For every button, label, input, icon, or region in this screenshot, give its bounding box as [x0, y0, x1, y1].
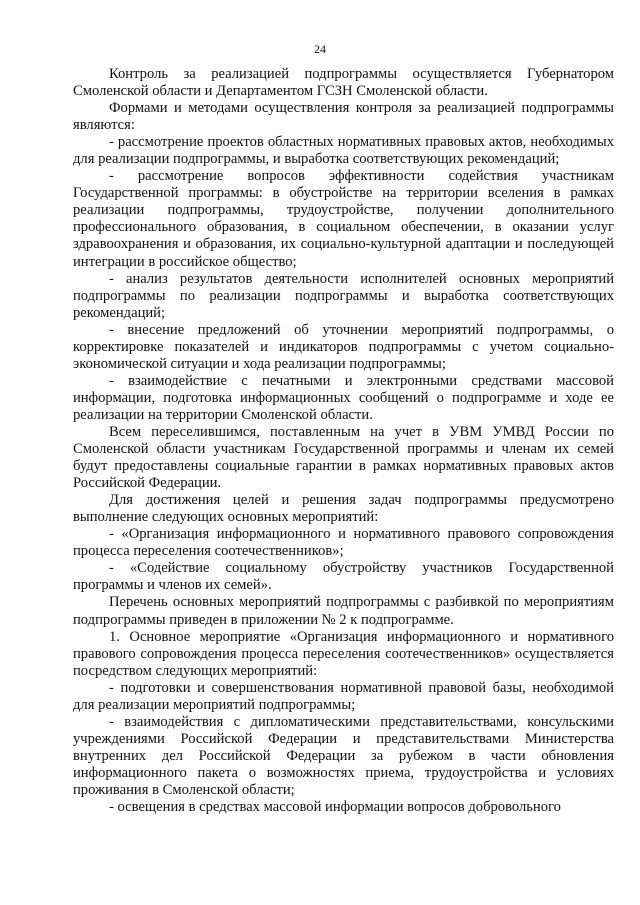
list-item: - «Организация информационного и нормативного правового сопровождения процесса переселения соотечественников»;: [73, 526, 614, 560]
paragraph: Формами и методами осуществления контроля за реализацией подпрограммы являются:: [73, 100, 614, 134]
list-item: - подготовки и совершенствования нормативной правовой базы, необходимой для реализации мероприятий подпрограммы;: [73, 679, 614, 713]
list-item: - внесение предложений об уточнении мероприятий подпрограммы, о корректировке показателей и индикаторов подпрограммы с учетом социально-экономической ситуации и хода реализации подпрограммы;: [73, 321, 614, 372]
list-item: - рассмотрение вопросов эффективности содействия участникам Государственной программы: в обустройстве на территории вселения в рамках реализации подпрограммы, трудоустройстве, получении дополнительного профессионального образования, в социальном обеспечении, в оказании услуг здравоохранения и образования, их социально-культурной адаптации и последующей интеграции в российское общество;: [73, 168, 614, 270]
list-item: - рассмотрение проектов областных нормативных правовых актов, необходимых для реализации подпрограммы, и выработка соответствующих рекомендаций;: [73, 134, 614, 168]
list-item: - анализ результатов деятельности исполнителей основных мероприятий подпрограммы по реализации подпрограммы и выработка соответствующих рекомендаций;: [73, 270, 614, 321]
paragraph: Перечень основных мероприятий подпрограммы с разбивкой по мероприятиям подпрограммы приведен в приложении № 2 к подпрограмме.: [73, 594, 614, 628]
list-item: - взаимодействия с дипломатическими представительствами, консульскими учреждениями Российской Федерации и представительствами Министерства внутренних дел Российской Федерации за рубежом в части обновления информационного пакета о возможностях приема, трудоустройства и условиях проживания в Смоленской области;: [73, 713, 614, 798]
paragraph: Всем переселившимся, поставленным на учет в УВМ УМВД России по Смоленской области участникам Государственной программы и членам их семей будут предоставлены социальные гарантии в рамках нормативных правовых актов Российской Федерации.: [73, 423, 614, 492]
list-item: - «Содействие социальному обустройству участников Государственной программы и членов их семей».: [73, 560, 614, 594]
paragraph: Для достижения целей и решения задач подпрограммы предусмотрено выполнение следующих основных мероприятий:: [73, 492, 614, 526]
list-item: - взаимодействие с печатными и электронными средствами массовой информации, подготовка информационных сообщений о подпрограмме и ходе ее реализации на территории Смоленской области.: [73, 372, 614, 423]
paragraph: Контроль за реализацией подпрограммы осуществляется Губернатором Смоленской области и Департаментом ГСЗН Смоленской области.: [73, 66, 614, 100]
document-body: [73, 66, 614, 816]
page-number: 24: [314, 42, 326, 56]
list-item: - освещения в средствах массовой информации вопросов добровольного: [109, 799, 561, 816]
paragraph: 1. Основное мероприятие «Организация информационного и нормативного правового сопровождения процесса переселения соотечественников» осуществляется посредством следующих мероприятий:: [73, 628, 614, 679]
